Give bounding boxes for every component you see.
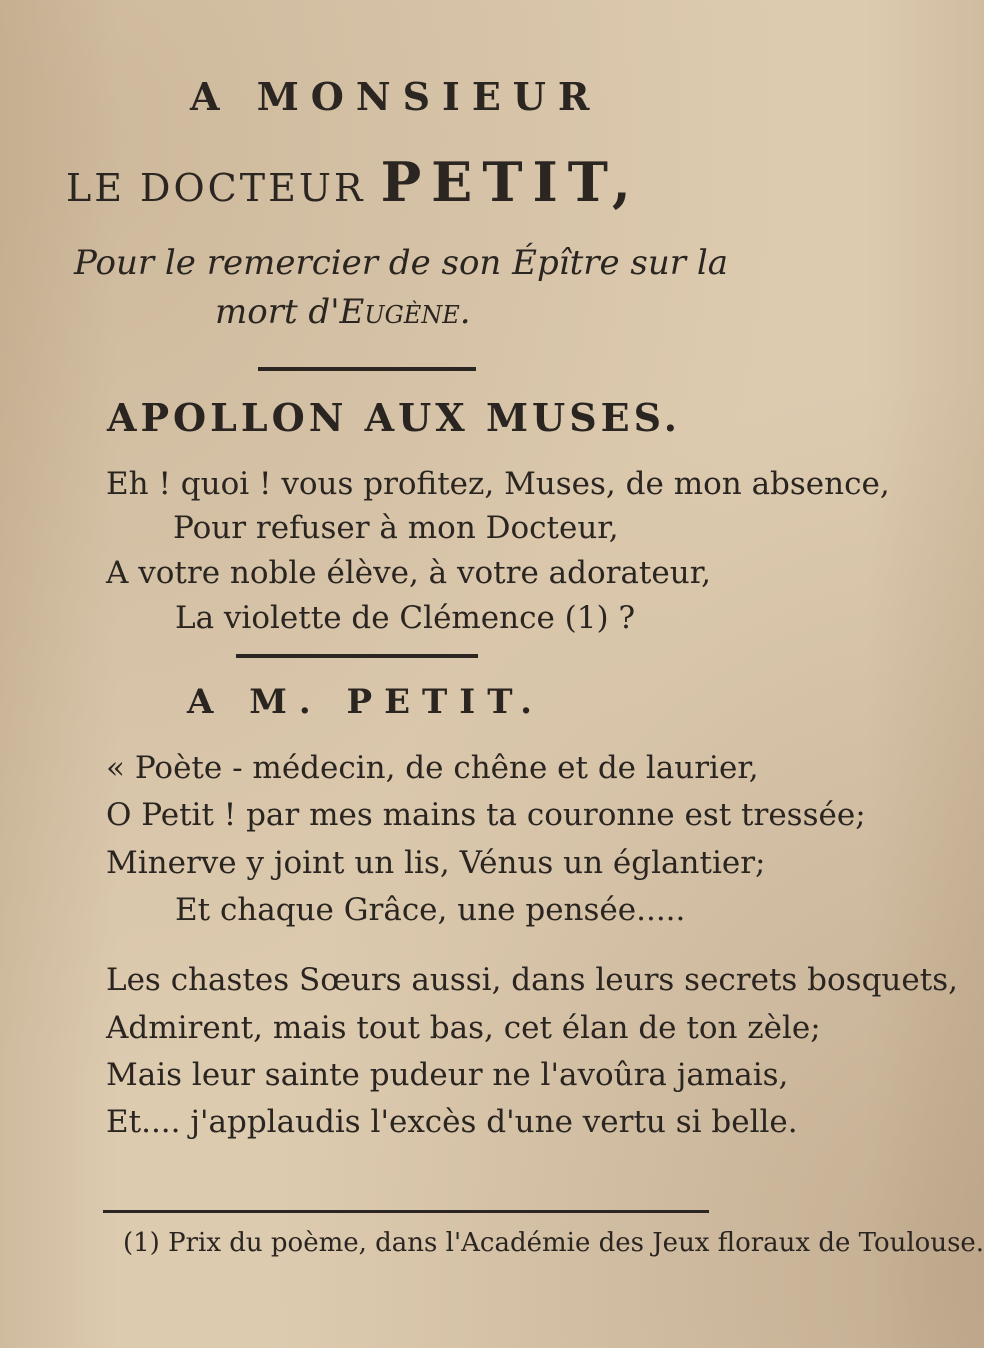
dedication-prefix: LE DOCTEUR (66, 166, 366, 210)
section-heading-apollon: APOLLON AUX MUSES. (107, 395, 681, 440)
verse-line: Et.... j'applaudis l'excès d'une vertu si belle. (106, 1104, 798, 1140)
verse-line: Admirent, mais tout bas, cet élan de ton zèle; (106, 1010, 821, 1046)
section-heading-petit: A M. PETIT. (187, 682, 544, 722)
subtitle-prefix: mort d' (215, 292, 340, 332)
verse-line: Et chaque Grâce, une pensée..... (175, 892, 686, 928)
subtitle-line-2 (215, 292, 471, 332)
verse-line: A votre noble élève, à votre adorateur, (106, 555, 711, 591)
dedication-line-1: A MONSIEUR (190, 74, 602, 119)
verse-line: O Petit ! par mes mains ta couronne est tressée; (106, 797, 866, 833)
divider-rule (236, 654, 478, 658)
verse-line: Eh ! quoi ! vous profitez, Muses, de mon absence, (106, 466, 890, 502)
divider-rule (258, 367, 476, 371)
verse-line: Les chastes Sœurs aussi, dans leurs secrets bosquets, (106, 962, 958, 998)
verse-line: Minerve y joint un lis, Vénus un églantier; (106, 845, 766, 881)
footnote: (1) Prix du poème, dans l'Académie des Jeux floraux de Toulouse. (123, 1228, 984, 1258)
dedication-name: PETIT, (380, 150, 641, 214)
verse-line: Mais leur sainte pudeur ne l'avoûra jamais, (106, 1057, 789, 1093)
verse-line: Pour refuser à mon Docteur, (173, 510, 619, 546)
subtitle-name: Eugène. (339, 292, 471, 332)
verse-line: « Poète - médecin, de chêne et de laurier, (106, 750, 759, 786)
dedication-line-2 (66, 150, 641, 214)
verse-line: La violette de Clémence (1) ? (175, 600, 636, 636)
footnote-rule (103, 1210, 709, 1213)
subtitle-line-1: Pour le remercier de son Épître sur la (74, 243, 728, 283)
